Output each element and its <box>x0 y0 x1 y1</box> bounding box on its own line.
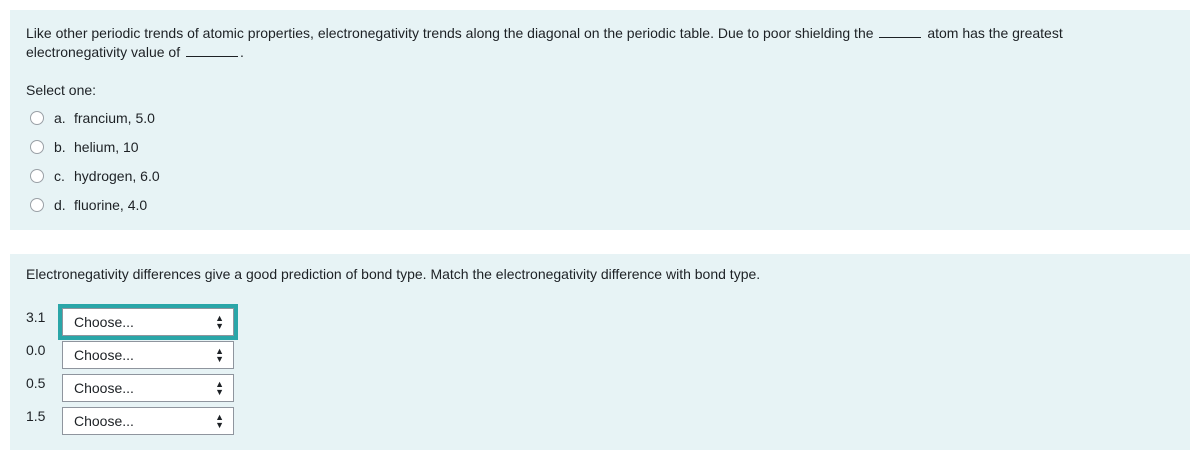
question-text-part-2: atom has the greatest electronegativity value of <box>26 25 1063 60</box>
updown-caret-icon: ▲ ▼ <box>215 313 224 331</box>
option-c[interactable] <box>30 161 160 190</box>
radio-button[interactable] <box>30 111 44 125</box>
blank-2 <box>186 44 238 57</box>
select-value: Choose... <box>74 314 134 330</box>
option-letter: c. <box>54 167 65 184</box>
updown-caret-icon: ▲ ▼ <box>215 412 224 430</box>
updown-caret-icon: ▲ ▼ <box>215 346 224 364</box>
option-letter: d. <box>54 196 66 213</box>
select-value: Choose... <box>74 413 134 429</box>
select-value: Choose... <box>74 380 134 396</box>
match-row-3 <box>26 374 234 402</box>
option-label: francium, 5.0 <box>74 109 155 126</box>
match-label: 1.5 <box>26 408 46 424</box>
select-value: Choose... <box>74 347 134 363</box>
question-2-text: Electronegativity differences give a good prediction of bond type. Match the electronegativity difference with bond type. <box>26 266 761 282</box>
option-letter: a. <box>54 109 66 126</box>
question-text-part-1: Like other periodic trends of atomic properties, electronegativity trends along the diagonal on the periodic table. Due to poor shielding the <box>26 25 874 41</box>
match-label: 0.0 <box>26 342 46 358</box>
option-d[interactable] <box>30 190 160 219</box>
option-label: fluorine, 4.0 <box>74 196 148 213</box>
updown-caret-icon: ▲ ▼ <box>215 379 224 397</box>
match-label: 0.5 <box>26 375 46 391</box>
match-row-4 <box>26 407 234 435</box>
option-b[interactable] <box>30 132 160 161</box>
bond-type-select[interactable] <box>62 308 234 336</box>
bond-type-select[interactable] <box>62 374 234 402</box>
select-one-prompt: Select one: <box>26 82 97 98</box>
option-label: helium, 10 <box>74 138 139 155</box>
question-1-card <box>10 10 1190 230</box>
radio-button[interactable] <box>30 198 44 212</box>
option-a[interactable] <box>30 103 160 132</box>
question-2-card <box>10 254 1190 450</box>
bond-type-select[interactable] <box>62 341 234 369</box>
bond-type-select[interactable] <box>62 407 234 435</box>
question-text-end: . <box>239 44 244 60</box>
question-1-text <box>26 24 1166 62</box>
radio-button[interactable] <box>30 169 44 183</box>
match-label: 3.1 <box>26 309 46 325</box>
option-label: hydrogen, 6.0 <box>74 167 160 184</box>
blank-1 <box>879 25 921 38</box>
option-letter: b. <box>54 138 66 155</box>
radio-button[interactable] <box>30 140 44 154</box>
match-row-1 <box>26 308 234 336</box>
match-row-2 <box>26 341 234 369</box>
answer-options <box>30 103 160 219</box>
